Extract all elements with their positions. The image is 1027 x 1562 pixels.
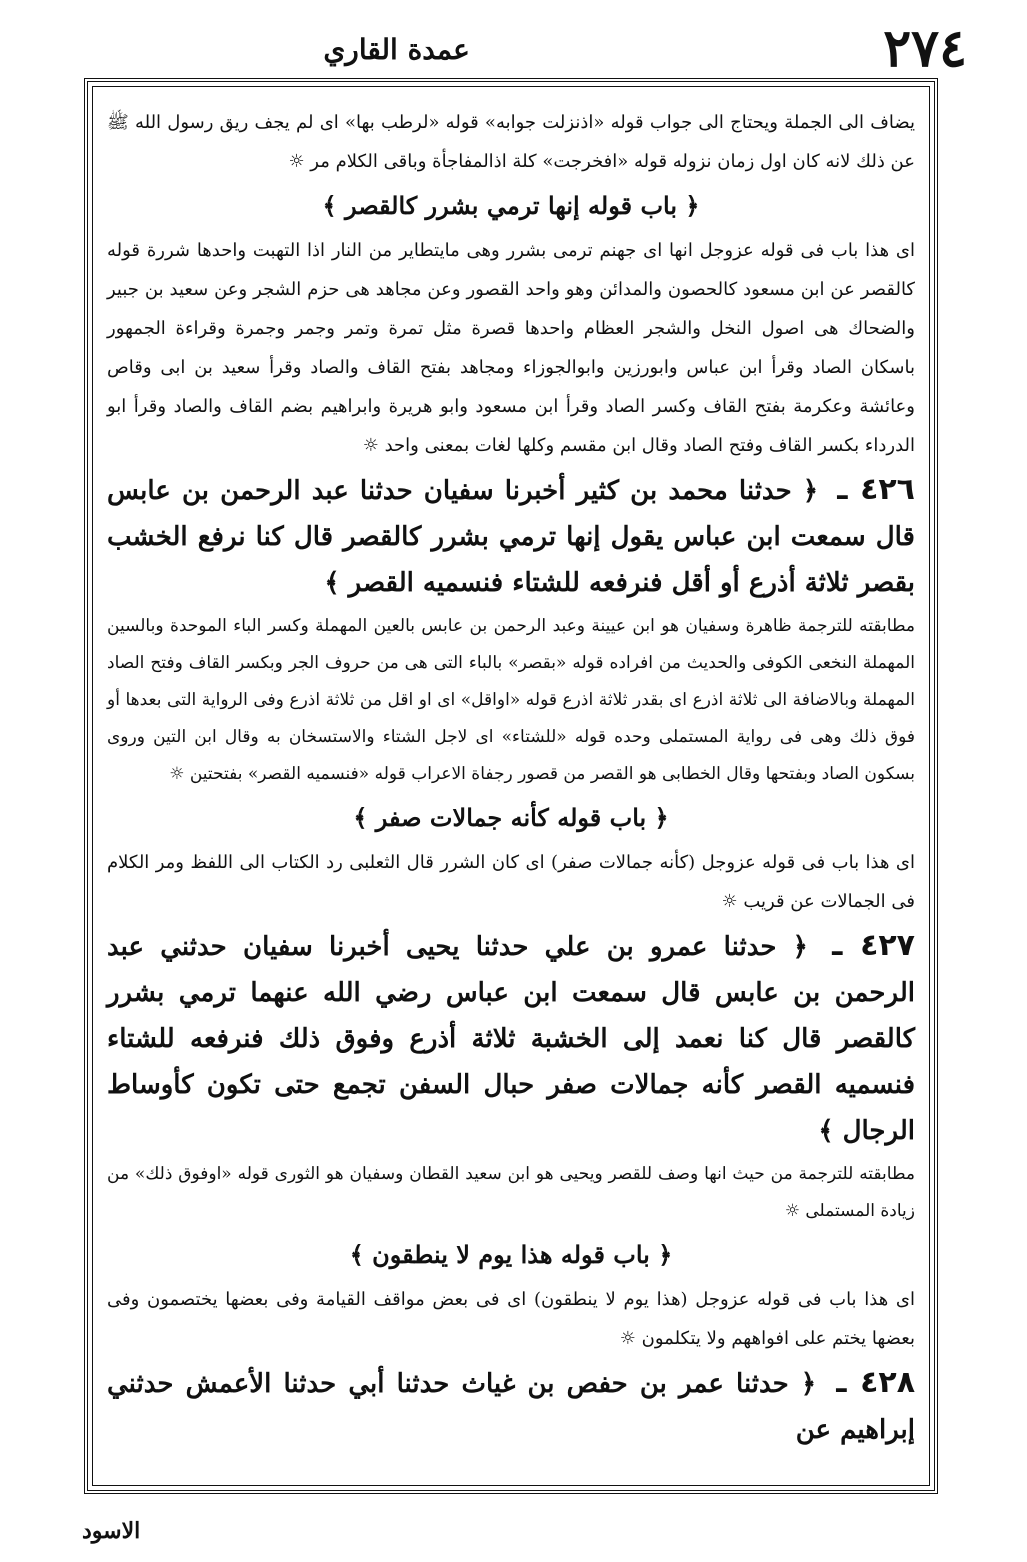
chapter-heading-2: ﴿ باب قوله كأنه جمالات صفر ﴾ <box>353 803 669 832</box>
page-footer <box>70 1506 957 1556</box>
paragraph-chapter-1-commentary: اى هذا باب فى قوله عزوجل انها اى جهنم ترمى بشرر وهى مايتطاير من النار اذا التهبت واحدها شررة قوله كالقصر عن ابن مسعود كالحصون والمدائن وهو واحد القصور وعن مجاهد هى حزم الشجر وعن سعيد بن جبير والضحاك هى اصول النخل والشجر العظام واحدها قصرة مثل تمرة وتمر وجمر وجمرة وقراءة الجمهور باسكان الصاد وقرأ ابن عباس وابورزين وابوالجوزاء ومجاهد بفتح القاف والصاد وقرأ سعيد بن ابى وقاص وعائشة وعكرمة بفتح القاف وكسر الصاد وقرأ ابن مسعود وابو هريرة وابراهيم بضم القاف والصاد وقرأ ابو الدرداء بكسر القاف وفتح الصاد وقال ابن مقسم وكلها لغات بمعنى واحد ☼ <box>107 240 915 456</box>
hadith-number-427: ٤٢٧ ـ <box>832 928 915 963</box>
paragraph-chapter-2-commentary: اى هذا باب فى قوله عزوجل (كأنه جمالات صفر) اى كان الشرر قال الثعلبى رد الكتاب الى اللفظ ومر الكلام فى الجمالات عن قريب ☼ <box>107 852 915 912</box>
chapter-heading-3: ﴿ باب قوله هذا يوم لا ينطقون ﴾ <box>349 1240 673 1269</box>
chapter-heading-1: ﴿ باب قوله إنها ترمي بشرر كالقصر ﴾ <box>322 191 700 220</box>
catchword: الاسود <box>82 1518 141 1544</box>
text-frame <box>84 78 938 1494</box>
hadith-text-426: ﴿ حدثنا محمد بن كثير أخبرنا سفيان حدثنا عبد الرحمن بن عابس قال سمعت ابن عباس يقول إنها ترمي بشرر كالقصر قال كنا نرفع الخشب بقصر ثلاثة أذرع أو أقل فنرفعه للشتاء فنسميه القصر ﴾ <box>107 476 915 598</box>
commentary-426: مطابقته للترجمة ظاهرة وسفيان هو ابن عيينة وعبد الرحمن بن عابس بالعين المهملة وكسر الباء الموحدة وبالسين المهملة النخعى الكوفى والحديث من افراده قوله «بقصر» بالباء التى هى من حروف الجر وبكسر القاف وفتح الصاد المهملة وبالاضافة الى ثلاثة اذرع اى بقدر ثلاثة اذرع قوله «اواقل» اى او اقل من ثلاثة اذرع وفى الرواية التى بعدها أو فوق ذلك وهى فى رواية المستملى وحده قوله «للشتاء» اى لاجل الشتاء والاستسخان به وقال ابن التين وروى بسكون الصاد وبفتحها وقال الخطابى هو القصر من قصور رجفاة الاعراب قوله «فنسميه القصر» بفتحتين ☼ <box>107 616 915 784</box>
commentary-427: مطابقته للترجمة من حيث انها وصف للقصر ويحيى هو ابن سعيد القطان وسفيان هو الثورى قوله «اوفوق ذلك» من زيادة المستملى ☼ <box>107 1164 915 1221</box>
hadith-text-428: ﴿ حدثنا عمر بن حفص بن غياث حدثنا أبي حدثنا الأعمش حدثني إبراهيم عن <box>107 1369 915 1445</box>
page-number: ٢٧٤ <box>883 18 967 79</box>
hadith-text-427: ﴿ حدثنا عمرو بن علي حدثنا يحيى أخبرنا سفيان حدثني عبد الرحمن بن عابس قال سمعت ابن عباس رضي الله عنهما ترمي بشرر كالقصر قال كنا نعمد إلى الخشبة ثلاثة أذرع وفوق ذلك فنرفعه للشتاء فنسميه القصر كأنه جمالات صفر حبال السفن تجمع حتى تكون كأوساط الرجال ﴾ <box>107 932 915 1146</box>
inner-frame <box>92 86 930 1486</box>
hadith-428 <box>107 1360 915 1453</box>
page-header <box>60 14 967 84</box>
page-content <box>107 103 915 1453</box>
hadith-number-428: ٤٢٨ ـ <box>836 1365 916 1400</box>
hadith-number-426: ٤٢٦ ـ <box>837 472 915 507</box>
paragraph-chapter-3-commentary: اى هذا باب فى قوله عزوجل (هذا يوم لا ينطقون) اى فى بعض مواقف القيامة وفى بعضها يختصمون وفى بعضها يختم على افواههم ولا يتكلمون ☼ <box>107 1289 915 1349</box>
hadith-427 <box>107 923 915 1154</box>
running-title: عمدة القاري <box>323 32 470 66</box>
paragraph-continuation: يضاف الى الجملة ويحتاج الى جواب قوله «اذنزلت جوابه» قوله «لرطب بها» اى لم يجف ريق رسول الله ﷺ عن ذلك لانه كان اول زمان نزوله قوله «افخرجت» كلة اذالمفاجأة وباقى الكلام مر ☼ <box>107 112 915 172</box>
hadith-426 <box>107 467 915 606</box>
